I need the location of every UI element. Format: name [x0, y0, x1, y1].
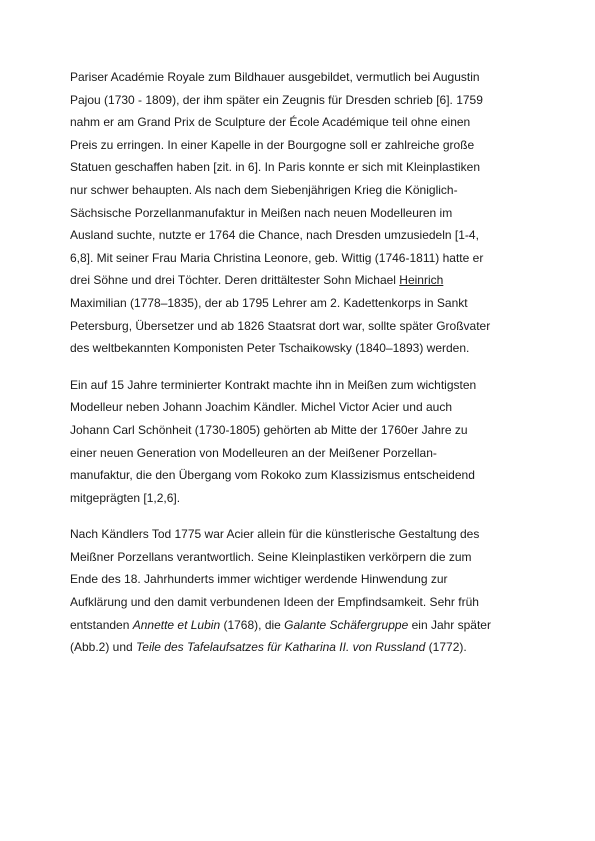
text-line: Preis zu erringen. In einer Kapelle in der Bourgogne soll er zahlreiche große	[70, 137, 475, 152]
text-line: Statuen geschaffen haben [zit. in 6]. In Paris konnte er sich mit Kleinplastiken	[70, 160, 481, 175]
text-line: Meißner Porzellans verantwortlich. Seine Kleinplastiken verkörpern die zum	[70, 549, 472, 564]
text-run: entstanden	[70, 617, 133, 632]
artwork-title: Galante Schäfergruppe	[284, 617, 409, 632]
text-line	[70, 636, 540, 659]
paragraph-1	[70, 66, 540, 360]
artwork-title: Teile des Tafelaufsatzes für Katharina II. von Russland	[136, 640, 426, 655]
body-text	[70, 66, 540, 673]
text-line: Pariser Académie Royale zum Bildhauer ausgebildet, vermutlich bei Augustin	[70, 70, 480, 84]
text-line: Sächsische Porzellanmanufaktur in Meißen nach neuen Modelleuren im	[70, 205, 453, 220]
text-run: (1768), die	[220, 617, 285, 632]
text-run: ein Jahr später	[408, 617, 491, 632]
text-line	[70, 269, 540, 292]
text-line: Pajou (1730 - 1809), der ihm später ein Zeugnis für Dresden schrieb [6]. 1759	[70, 92, 483, 107]
text-line: nahm er am Grand Prix de Sculpture der École Académique teil ohne einen	[70, 115, 471, 130]
paragraph-2	[70, 374, 540, 510]
text-line: Aufklärung und den damit verbundenen Ideen der Empfindsamkeit. Sehr früh	[70, 595, 479, 610]
text-line: Petersburg, Übersetzer und ab 1826 Staatsrat dort war, sollte später Großvater	[70, 318, 491, 333]
text-line: einer neuen Generation von Modelleuren an der Meißener Porzellan-	[70, 445, 437, 460]
text-line: Nach Kändlers Tod 1775 war Acier allein für die künstlerische Gestaltung des	[70, 527, 480, 542]
text-line: Johann Carl Schönheit (1730-1805) gehörten ab Mitte der 1760er Jahre zu	[70, 422, 468, 437]
text-line: Modelleur neben Johann Joachim Kändler. Michel Victor Acier und auch	[70, 400, 453, 415]
text-line: nur schwer behaupten. Als nach dem Siebenjährigen Krieg die Königlich-	[70, 182, 458, 197]
underlined-name-heinrich: Heinrich	[399, 273, 444, 288]
text-line: Ende des 18. Jahrhunderts immer wichtiger werdende Hinwendung zur	[70, 572, 448, 587]
text-line: mitgeprägten [1,2,6].	[70, 490, 181, 505]
text-line: des weltbekannten Komponisten Peter Tschaikowsky (1840–1893) werden.	[70, 341, 470, 356]
artwork-title: Annette et Lubin	[132, 617, 221, 632]
text-line: Maximilian (1778–1835), der ab 1795 Lehrer am 2. Kadettenkorps in Sankt	[70, 295, 468, 310]
text-run: (Abb.2) und	[70, 640, 137, 655]
text-line: 6,8]. Mit seiner Frau Maria Christina Leonore, geb. Wittig (1746-1811) hatte er	[70, 250, 484, 265]
text-line: Ausland suchte, nutzte er 1764 die Chance, nach Dresden umzusiedeln [1-4,	[70, 228, 479, 243]
paragraph-3	[70, 523, 540, 659]
text-line	[70, 614, 540, 637]
text-line: Ein auf 15 Jahre terminierter Kontrakt machte ihn in Meißen zum wichtigsten	[70, 377, 477, 392]
text-run: drei Söhne und drei Töchter. Deren drittältester Sohn Michael	[70, 273, 400, 288]
text-run: (1772).	[425, 640, 467, 655]
text-line: manufaktur, die den Übergang vom Rokoko zum Klassizismus entscheidend	[70, 468, 475, 483]
